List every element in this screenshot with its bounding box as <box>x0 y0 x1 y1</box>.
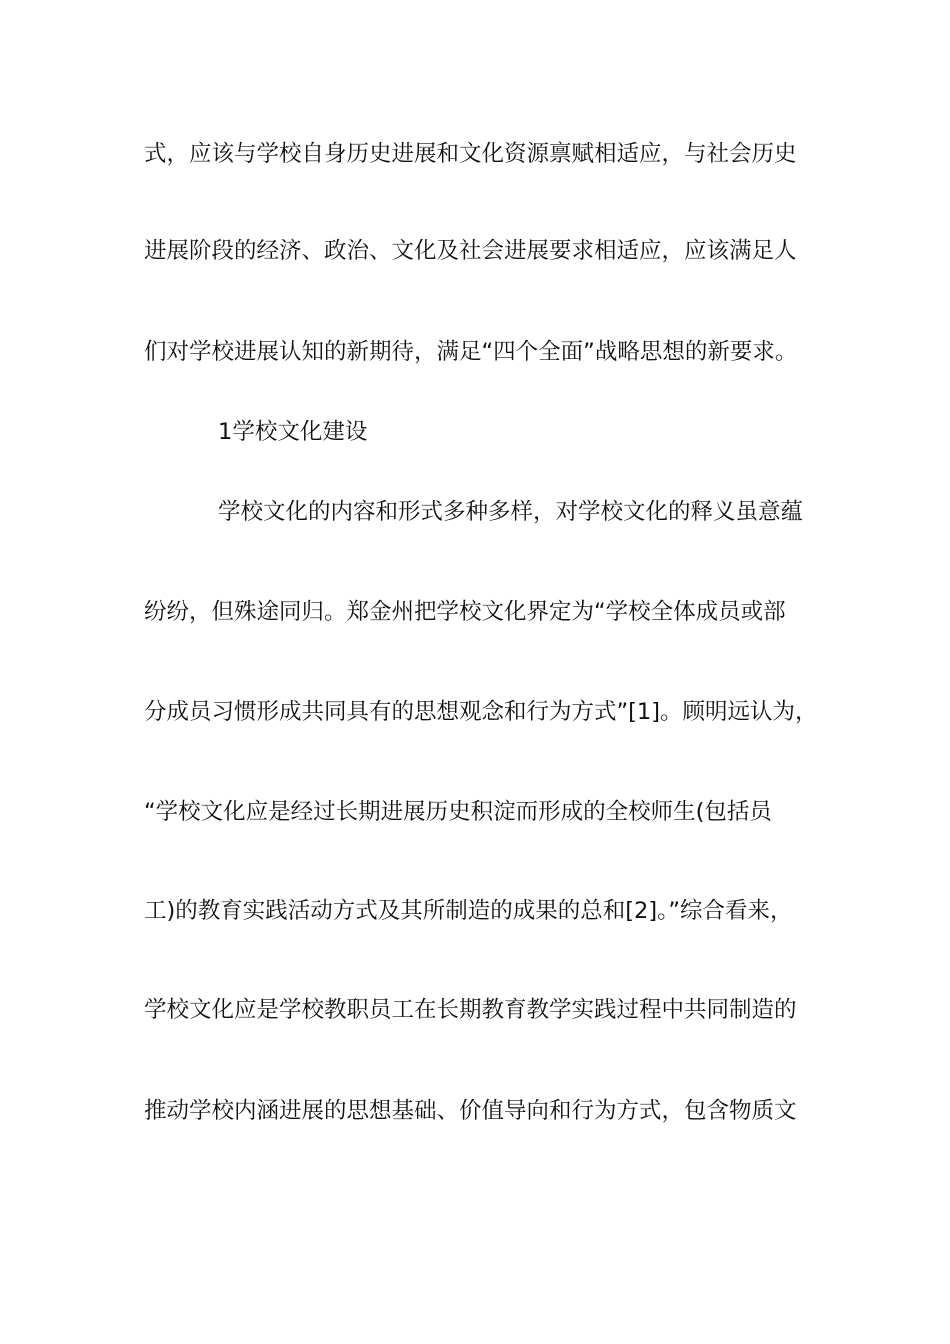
text-line: “学校文化应是经过长期进展历史积淀而形成的全校师生(包括员 <box>144 799 772 825</box>
section-heading: 1学校文化建设 <box>218 419 368 445</box>
text-line: 工)的教育实践活动方式及其所制造的成果的总和[2]。”综合看来， <box>144 898 793 924</box>
text-line: 们对学校进展认知的新期待，满足“四个全面”战略思想的新要求。 <box>144 339 798 365</box>
text-line: 推动学校内涵进展的思想基础、价值导向和行为方式，包含物质文 <box>144 1098 797 1124</box>
text-line: 纷纷，但殊途同归。郑金州把学校文化界定为“学校全体成员或部 <box>144 599 786 625</box>
paragraph-first-line: 学校文化的内容和形式多种多样，对学校文化的释义虽意蕴 <box>218 499 804 525</box>
text-line: 进展阶段的经济、政治、文化及社会进展要求相适应，应该满足人 <box>144 238 797 264</box>
text-line: 分成员习惯形成共同具有的思想观念和行为方式”[1]。顾明远认为， <box>144 699 818 725</box>
text-line: 式，应该与学校自身历史进展和文化资源禀赋相适应，与社会历史 <box>144 141 797 167</box>
text-line: 学校文化应是学校教职员工在长期教育教学实践过程中共同制造的 <box>144 997 797 1023</box>
